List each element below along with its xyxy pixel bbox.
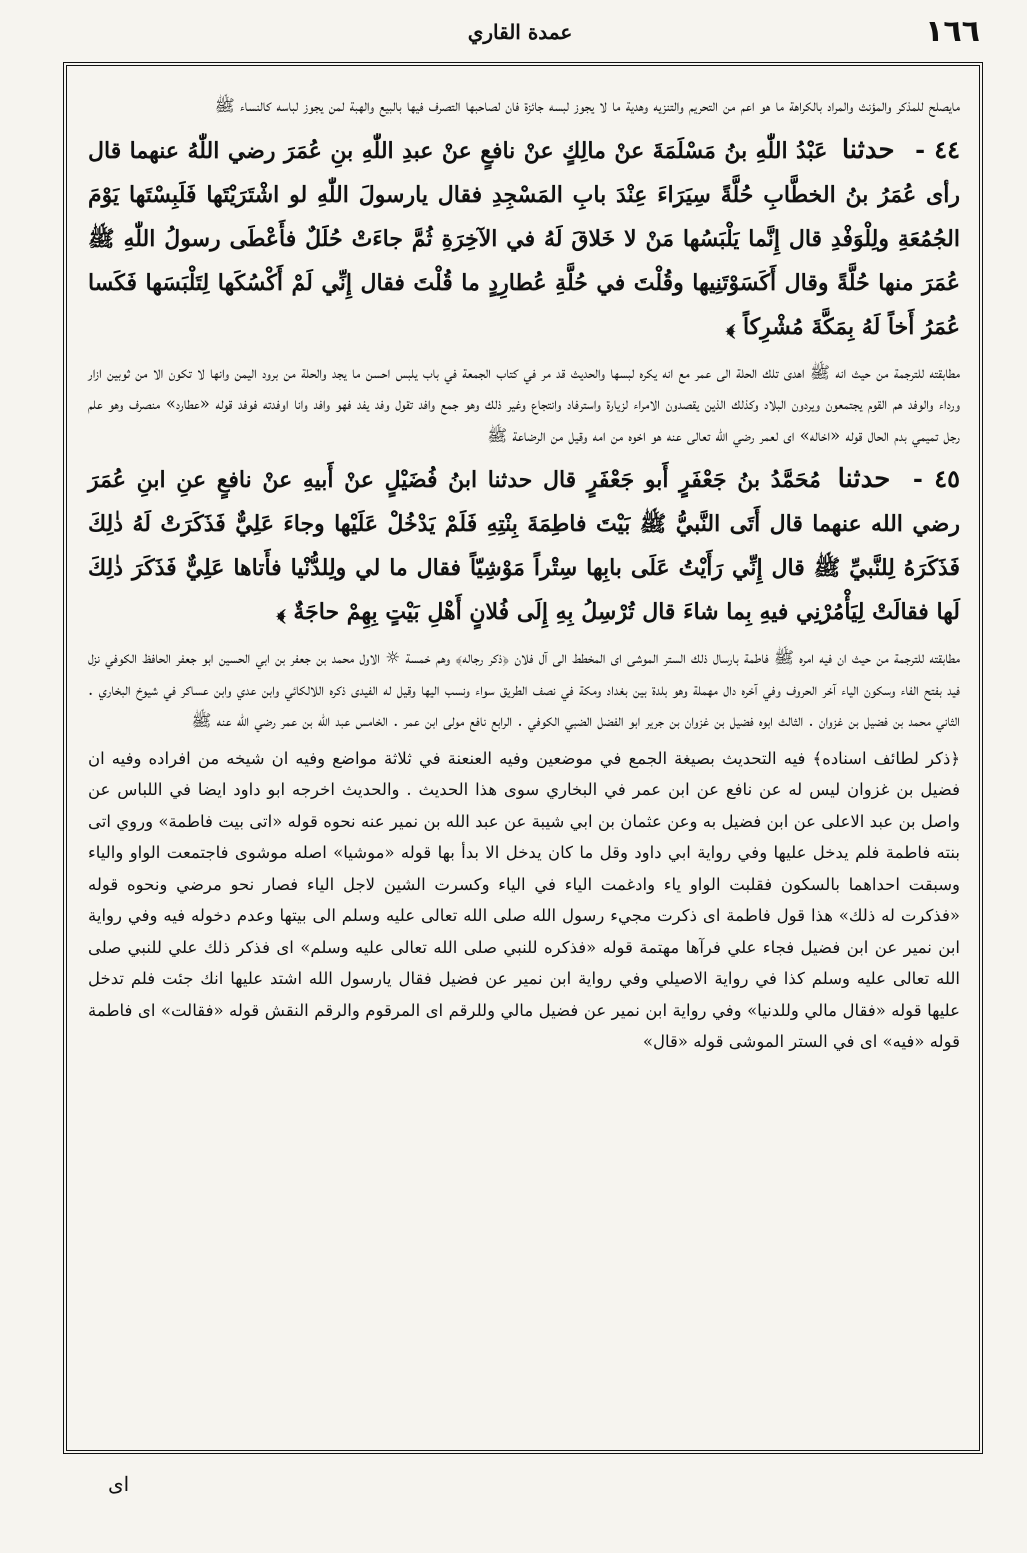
hadith-number: ٤٥ -: [912, 464, 960, 493]
haddathana-keyword: حدثنا: [837, 464, 891, 494]
running-title: عمدة القاري: [467, 20, 573, 44]
commentary-text: مايصلح للمذكر والمؤنث والمراد بالكراهة ما هو اعم من التحريم والتنزيه وهدية ما لا يجوز لبسه جائزة فان لصاحبها التصرف فيها بالبيع والهبة لمن يجوز لباسه كالنساء ﷺ: [214, 96, 960, 115]
commentary-paragraph: [88, 90, 960, 122]
commentary-paragraph: [88, 357, 960, 452]
commentary-text: مطابقته للترجمة من حيث ان فيه امره ﷺ فاطمة بارسال ذلك الستر الموشى اى المخطط الى آل فلان ﴿ذكر رجاله﴾ وهم خمسة ☼ الاول محمد بن جعفر بن ابي الحسين ابو جعفر الحافظ الكوفي نزل فيد بفتح الفاء وسكون الياء آخر الحروف وفي آخره دال مهملة وهو بلدة بين بغداد ومكة في نصف الطريق سواء ونسب اليها وقيل له الفيدى ذكره اللالكائي وابن عدي وابن عساكر في شيوخ البخاري . الثاني محمد بن فضيل بن غزوان . الثالث ابوه فضيل بن غزوان بن جرير ابو الفضل الضبي الكوفي . الرابع نافع مولى ابن عمر . الخامس عبد الله بن عمر رضي الله عنه ﷺ: [88, 648, 960, 730]
commentary-paragraph: [88, 743, 960, 1058]
page-header: [60, 14, 980, 56]
commentary-paragraph: [88, 642, 960, 737]
hadith-44: [88, 128, 960, 349]
hadith-text: عَبْدُ اللّٰهِ بنُ مَسْلَمَةَ عنْ مالِكٍ عنْ نافعٍ عنْ عبدِ اللّٰهِ بنِ عُمَرَ رضي اللّٰهُ عنهما قال رأى عُمَرُ بنُ الخطَّابِ حُلَّةً سِيَرَاءَ عِنْدَ بابِ المَسْجِدِ فقال يارسولَ اللّٰهِ لو اشْتَرَيْتَها فَلَبِسْتَها يَوْمَ الجُمُعَةِ ولِلْوَفْدِ قال إِنَّما يَلْبَسُها مَنْ لا خَلاقَ لَهُ في الآخِرَةِ ثُمَّ جاءَتْ حُلَلٌ فأَعْطَى رسولُ اللّٰهِ ﷺ عُمَرَ منها حُلَّةً وقال أَكَسَوْتَنِيها وقُلْتَ في حُلَّةِ عُطارِدٍ ما قُلْتَ فقال إِنِّي لَمْ أَكْسُكَها لِتَلْبَسَها فَكَسا عُمَرُ أَخاً لَهُ بِمَكَّةَ مُشْرِكاً ﴾: [88, 137, 960, 340]
commentary-text: مطابقته للترجمة من حيث انه ﷺ اهدى تلك الحلة الى عمر مع انه يكره لبسها والحديث قد مر في كتاب الجمعة في باب يلبس احسن ما يجد والحلة من برود اليمن وانها لا تكون الا من ثوبين ازار ورداء والوفد هم القوم يجتمعون ويردون البلاد وكذلك الذين يقصدون الامراء لزيارة واسترفاد وانتجاع وغير ذلك وهو جمع وافد تقول وفد يفد فهو وافد وانا اوفدته فوفد قوله «عطارد» منصرف وهو علم رجل تميمي بدم الحال قوله «اخاله» اى لعمر رضي الله تعالى عنه هو اخوه من امه وقيل من الرضاعة ﷺ: [88, 362, 960, 445]
page-number: ١٦٦: [925, 14, 980, 49]
commentary-text: ﴿ذكر لطائف اسناده﴾ فيه التحديث بصيغة الجمع في موضعين وفيه العنعنة في ثلاثة مواضع وفيه ان شيخه من افراده وفيه ان فضيل بن غزوان ليس له عن نافع عن ابن عمر في البخاري سوى هذا الحديث . والحديث اخرجه ابو داود ايضا في اللباس عن واصل بن عبد الاعلى عن ابن فضيل به وعن عثمان بن ابي شيبة عن عبد الله بن نمير عنه نحوه قوله «اتى بيت فاطمة» وروي اتى بنته فاطمة فلم يدخل عليها وفي رواية ابي داود وقل ما كان يدخل الا بدأ بها قوله «موشيا» اصله موشوى فاجتمعت الواو والياء وسبقت احداهما بالسكون فقلبت الواو ياء وادغمت الياء في الياء وكسرت الشين لاجل الياء فصار نحو مرضي ونحوه قوله «فذكرت له ذلك» هذا قول فاطمة اى ذكرت مجيء رسول الله صلى الله تعالى عليه وسلم الى بيتها وعدم دخوله فيه وفي رواية ابن نمير عن ابن فضيل فجاء علي فرآها مهتمة قوله «فذكره للنبي صلى الله تعالى عليه وسلم» اى فذكر ذلك علي للنبي صلى الله تعالى عليه وسلم كذا في رواية الاصيلي وفي رواية ابن نمير عن فضيل فقال يارسول الله اشتد عليها انك جئت فلم تدخل عليها قوله «فقال مالي وللدنيا» وفي رواية ابن نمير عن فضيل مالي وللرقم اى المرقوم والرقم النقش قوله «فقالت» اى فاطمة قوله «فيه» اى في الستر الموشى قوله «قال»: [88, 748, 960, 1051]
haddathana-keyword: حدثنا: [841, 134, 895, 165]
hadith-45: [88, 457, 960, 634]
hadith-text: مُحَمَّدُ بنُ جَعْفَرٍ أَبو جَعْفَرٍ قال حدثنا ابنُ فُضَيْلٍ عنْ أَبيهِ عنْ نافعٍ عنِ ابنِ عُمَرَ رضي الله عنهما قال أَتَى النَّبيُّ ﷺ بَيْتَ فاطِمَةَ بِنْتِهِ فَلَمْ يَدْخُلْ عَلَيْها وجاءَ عَلِيٌّ فَذَكَرَتْ لَهُ ذٰلِكَ فَذَكَرَهُ لِلنَّبيِّ ﷺ قال إِنِّي رَأَيْتُ عَلَى بابِها سِتْراً مَوْشِيّاً فقال ما لي ولِلدُّنْيا فأَتاها عَلِيٌّ فَذَكَرَ ذٰلِكَ لَها فقالَتْ لِيَأْمُرْنِي فيهِ بِما شاءَ قال تُرْسِلُ بِهِ إِلَى فُلانٍ أَهْلِ بَيْتٍ بِهِمْ حاجَةٌ ﴾: [88, 467, 960, 625]
catchword: اى: [108, 1472, 130, 1496]
hadith-number: ٤٤ -: [915, 134, 960, 164]
page-body: [88, 90, 960, 1064]
